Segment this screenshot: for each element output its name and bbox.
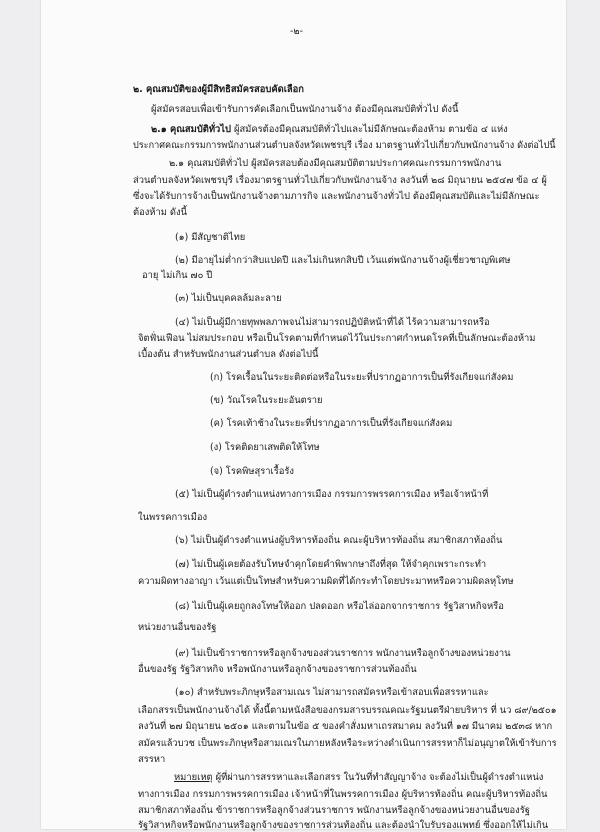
- paragraph-line: ส่วนตำบลจังหวัดเพชรบุรี เรื่องมาตรฐานทั่วไปเกี่ยวกับพนักงานจ้าง ลงวันที่ ๒๘ มิถุนายน ๒๕๔๗ ข้อ ๔ ผู้: [133, 175, 547, 186]
- subsection-heading: ๒.๑ คุณสมบัติทั่วไป: [151, 124, 231, 135]
- list-item: (๑๐) สำหรับพระภิกษุหรือสามเณร ไม่สามารถสมัครหรือเข้าสอบเพื่อสรรหาและ: [175, 687, 489, 698]
- sub-list-item: (ก) โรคเรื้อนในระยะติดต่อหรือในระยะที่ปรากฏอาการเป็นที่รังเกียจแก่สังคม: [210, 372, 514, 383]
- list-item: (๑) มีสัญชาติไทย: [175, 232, 246, 243]
- paragraph-line: ต้องห้าม ดังนี้: [133, 207, 187, 218]
- list-item-continued: ความผิดทางอาญา เว้นแต่เป็นโทษสำหรับความผิดที่ได้กระทำโดยประมาทหรือความผิดลหุโทษ: [138, 576, 514, 587]
- list-item-continued: ในพรรคการเมือง: [138, 512, 208, 523]
- note-label: หมายเหตุ: [174, 772, 213, 783]
- list-item-continued: เลือกสรรเป็นพนักงานจ้างได้ ทั้งนี้ตามหนังสือของกรมสารบรรณคณะรัฐมนตรีฝ่ายบริหาร ที่ นว ๘๙/๒๕๐๑: [138, 705, 557, 716]
- list-item-continued: ลงวันที่ ๒๗ มิถุนายน ๒๕๐๑ และตามในข้อ ๕ ของคำสั่งมหาเถรสมาคม ลงวันที่ ๑๗ มีนาคม ๒๕๓๘ หาก: [138, 721, 553, 732]
- general-qualifications-line: [151, 124, 508, 136]
- paragraph-line: ซึ่งจะได้รับการจ้างเป็นพนักงานจ้างตามภารกิจ และพนักงานจ้างทั่วไป ต้องมีคุณสมบัติและไม่มีลักษณะ: [133, 191, 540, 202]
- sub-list-item: (ง) โรคติดยาเสพติดให้โทษ: [210, 442, 320, 453]
- list-item: (๘) ไม่เป็นผู้เคยถูกลงโทษให้ออก ปลดออก หรือไล่ออกจากราชการ รัฐวิสาหกิจหรือ: [175, 601, 504, 612]
- list-item: (๓) ไม่เป็นบุคคลล้มละลาย: [175, 293, 282, 304]
- sub-list-item: (จ) โรคพิษสุราเรื้อรัง: [210, 466, 294, 477]
- list-item: (๕) ไม่เป็นผู้ดำรงตำแหน่งทางการเมือง กรรมการพรรคการเมือง หรือเจ้าหน้าที่: [175, 489, 489, 500]
- list-item: (๗) ไม่เป็นผู้เคยต้องรับโทษจำคุกโดยคำพิพากษาถึงที่สุด ให้จำคุกเพราะกระทำ: [175, 559, 487, 570]
- note-line: ทางการเมือง กรรมการพรรคการเมือง เจ้าหน้าที่ในพรรคการเมือง ผู้บริหารท้องถิ่น คณะผู้บริหารท้องถิ่น: [138, 789, 548, 800]
- list-item-continued: สมัครแล้วบวช เป็นพระภิกษุหรือสามเณรในภายหลังหรือระหว่างดำเนินการสรรหาก็ไม่อนุญาตให้เข้ารับการ: [138, 738, 557, 749]
- paragraph-line: ๒.๑ คุณสมบัติทั่วไป ผู้สมัครสอบต้องมีคุณสมบัติตามประกาศคณะกรรมการพนักงาน: [169, 158, 502, 169]
- list-item-continued: จิตฟั่นเฟือน ไม่สมประกอบ หรือเป็นโรคตามที่กำหนดไว้ในประกาศกำหนดโรคที่เป็นลักษณะต้องห้าม: [138, 333, 536, 344]
- list-item: (๒) มีอายุไม่ต่ำกว่าสิบแปดปี และไม่เกินหกสิบปี เว้นแต่พนักงานจ้างผู้เชี่ยวชาญพิเศษ: [175, 255, 511, 266]
- list-item-continued: เบื้องต้น สำหรับพนักงานส่วนตำบล ดังต่อไปนี้: [138, 349, 319, 360]
- list-item: (๖) ไม่เป็นผู้ดำรงตำแหน่งผู้บริหารท้องถิ่น คณะผู้บริหารท้องถิ่น สมาชิกสภาท้องถิ่น: [175, 535, 503, 546]
- paragraph-line: ประกาศคณะกรรมการพนักงานส่วนตำบลจังหวัดเพชรบุรี เรื่อง มาตรฐานทั่วไปเกี่ยวกับพนักงานจ้าง ดังต่อไปนี้: [133, 140, 556, 151]
- note-text: ผู้ที่ผ่านการสรรหาและเลือกสรร ในวันที่ทำสัญญาจ้าง จะต้องไม่เป็นผู้ดำรงตำแหน่ง: [215, 772, 544, 783]
- list-item-continued: สรรหา: [138, 754, 166, 765]
- intro-text: ผู้สมัครสอบเพื่อเข้ารับการคัดเลือกเป็นพนักงานจ้าง ต้องมีคุณสมบัติทั่วไป ดังนี้: [151, 104, 459, 115]
- list-item: (๔) ไม่เป็นผู้มีกายทุพพลภาพจนไม่สามารถปฏิบัติหน้าที่ได้ ไร้ความสามารถหรือ: [175, 317, 490, 328]
- page-number: -๒-: [290, 26, 303, 37]
- list-item: (๙) ไม่เป็นข้าราชการหรือลูกจ้างของส่วนราชการ พนักงานหรือลูกจ้างของหน่วยงาน: [175, 648, 511, 659]
- sub-list-item: (ข) วัณโรคในระยะอันตราย: [210, 395, 323, 406]
- sub-list-item: (ค) โรคเท้าช้างในระยะที่ปรากฏอาการเป็นที่รังเกียจแก่สังคม: [210, 418, 453, 429]
- list-item-continued: หน่วยงานอื่นของรัฐ: [138, 622, 217, 633]
- list-item-continued: อื่นของรัฐ รัฐวิสาหกิจ หรือพนักงานหรือลูกจ้างของราชการส่วนท้องถิ่น: [138, 664, 417, 675]
- note-line: [174, 772, 543, 784]
- section-heading: ๒. คุณสมบัติของผู้มีสิทธิสมัครสอบคัดเลือก: [133, 84, 304, 95]
- note-line: รัฐวิสาหกิจหรือพนักงานหรือลูกจ้างของราชการส่วนท้องถิ่น และต้องนำใบรับรองแพทย์ ซึ่งออกให้ไม่เกิน: [138, 820, 549, 831]
- note-line: สมาชิกสภาท้องถิ่น ข้าราชการหรือลูกจ้างส่วนราชการ พนักงานหรือลูกจ้างของหน่วยงานอื่นของรัฐ: [138, 805, 530, 816]
- list-item-continued: อายุ ไม่เกิน ๗๐ ปี: [142, 270, 213, 281]
- subsection-text: ผู้สมัครต้องมีคุณสมบัติทั่วไปและไม่มีลักษณะต้องห้าม ตามข้อ ๔ แห่ง: [233, 124, 508, 135]
